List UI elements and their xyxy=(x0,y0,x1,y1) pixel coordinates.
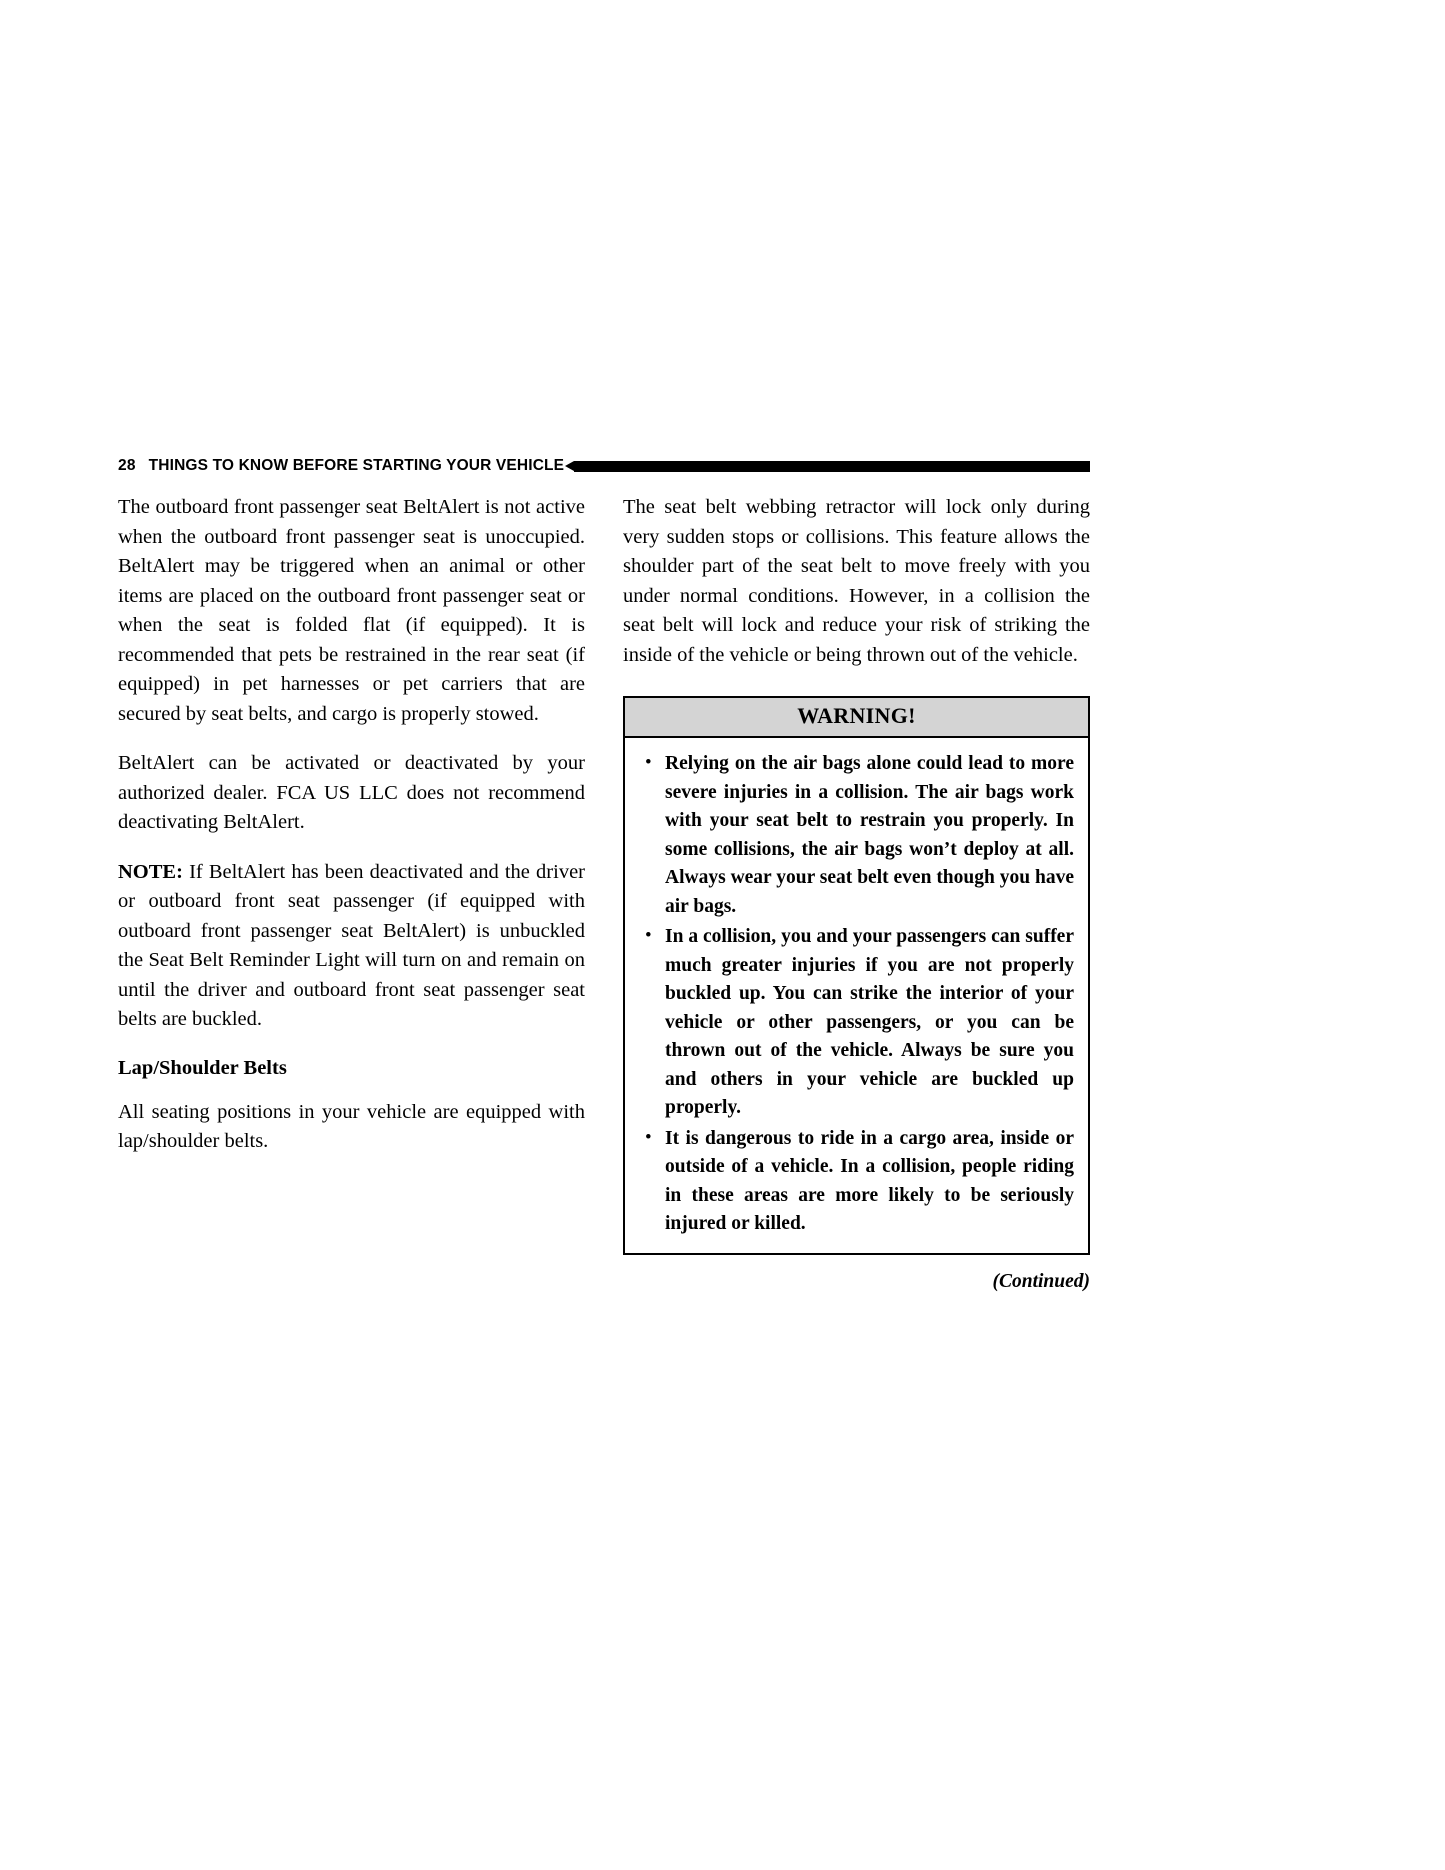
running-header xyxy=(118,455,1090,477)
left-column xyxy=(118,493,585,1157)
header-rule xyxy=(574,461,1090,472)
paragraph-seating-positions: All seating positions in your vehicle are equipped with lap/shoulder belts. xyxy=(118,1100,585,1152)
page-number: 28 xyxy=(118,457,136,475)
note-label: NOTE: xyxy=(118,860,183,883)
paragraph-beltalert-activation: BeltAlert can be activated or deactivated by your authorized dealer. FCA US LLC does not recommend deactivating BeltAlert. xyxy=(118,752,585,833)
warning-box xyxy=(623,696,1090,1255)
warning-title-bar xyxy=(625,698,1088,738)
subheading-lap-shoulder-belts: Lap/Shoulder Belts xyxy=(118,1056,287,1079)
continued-label: (Continued) xyxy=(992,1270,1090,1292)
right-column xyxy=(623,493,1090,1293)
warning-item: • In a collision, you and your passengers can suffer much greater injuries if you are not properly buckled up. You can strike the interior of your vehicle or other passengers, or you can be thrown out of the vehicle. Always be sure you and others in your vehicle are buckled up properly. xyxy=(639,923,1074,1123)
warning-title: WARNING! xyxy=(797,703,916,728)
section-title: THINGS TO KNOW BEFORE STARTING YOUR VEHICLE xyxy=(148,457,565,475)
warning-item: • It is dangerous to ride in a cargo area, inside or outside of a vehicle. In a collision, people riding in these areas are more likely to be seriously injured or killed. xyxy=(639,1125,1074,1239)
paragraph-retractor-lock: The seat belt webbing retractor will lock only during very sudden stops or collisions. This feature allows the shoulder part of the seat belt to move freely with you under normal conditions. However, in a collision the seat belt will lock and reduce your risk of striking the inside of the vehicle or being thrown out of the vehicle. xyxy=(623,496,1090,666)
note-beltalert-deactivated xyxy=(118,858,585,1035)
page-content xyxy=(118,455,1090,1293)
note-text: If BeltAlert has been deactivated and the driver or outboard front seat passenger (if equipped with outboard front passenger seat BeltAlert) is unbuckled the Seat Belt Reminder Light will turn on and remain on until the driver and outboard front seat passenger seat belts are buckled. xyxy=(118,860,585,1030)
warning-list xyxy=(625,738,1088,1253)
warning-item: • Relying on the air bags alone could lead to more severe injuries in a collision. The air bags work with your seat belt to restrain you properly. In some collisions, the air bags won’t deploy at all. Always wear your seat belt even though you have air bags. xyxy=(639,750,1074,921)
two-column-body xyxy=(118,493,1090,1293)
paragraph-beltalert-inactive: The outboard front passenger seat BeltAlert is not active when the outboard front passenger seat is unoccupied. BeltAlert may be triggered when an animal or other items are placed on the outboard front passenger seat or when the seat is folded flat (if equipped). It is recommended that pets be restrained in the rear seat (if equipped) in pet harnesses or pet carriers that are secured by seat belts, and cargo is properly stowed. xyxy=(118,496,585,725)
